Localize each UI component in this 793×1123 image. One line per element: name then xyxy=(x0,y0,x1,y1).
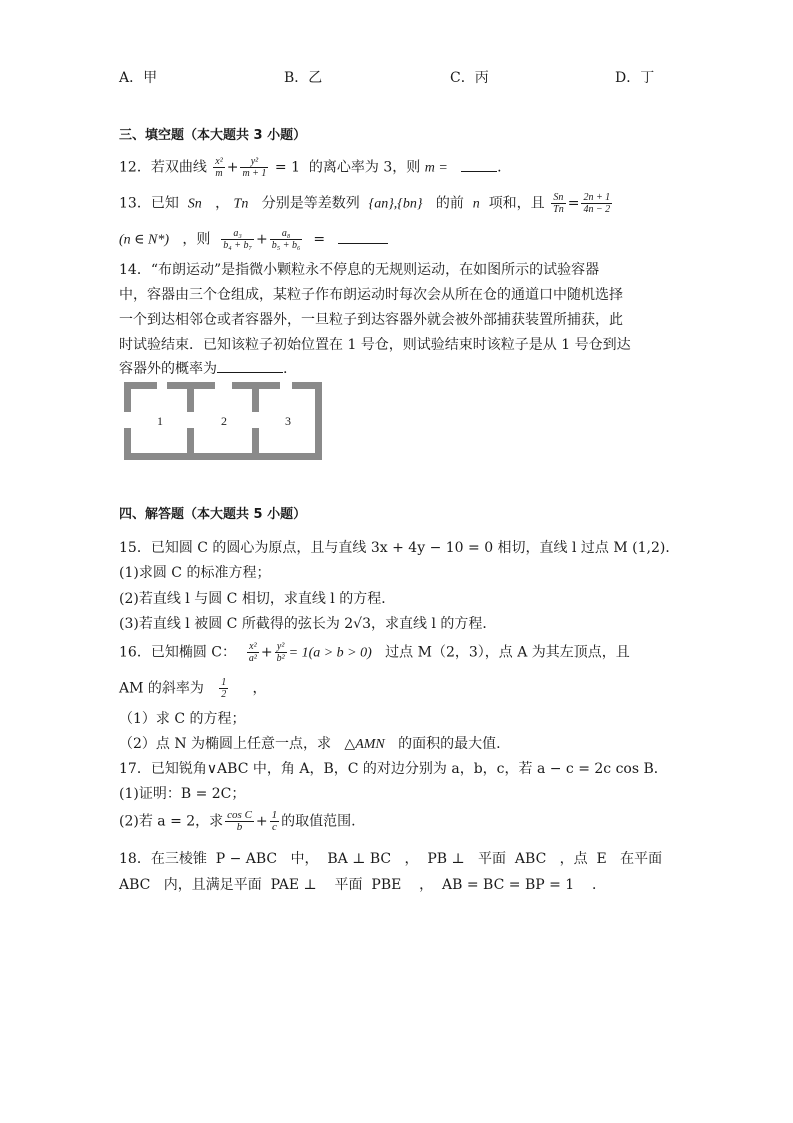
q13-n: n xyxy=(472,196,480,212)
q13-ratio-num: Sn xyxy=(551,192,566,204)
option-c: C．丙 xyxy=(450,70,489,86)
q16-frac-y xyxy=(275,641,287,664)
q14-line3: 一个到达相邻仓或者容器外，一旦粒子到达容器外就会被外部捕获装置所捕获，此 xyxy=(119,312,623,328)
container-wall-divider-1-upper xyxy=(187,382,194,412)
q13-prefix: 13．已知 xyxy=(119,195,179,212)
q15-part2: (2)若直线 l 与圆 C 相切，求直线 l 的方程． xyxy=(119,591,396,607)
q13-a-den: b₄ + b₇ xyxy=(223,240,252,251)
q16-rest: = 1(a > b > 0) xyxy=(288,645,372,661)
q13-ratio-den: Tn xyxy=(553,204,564,215)
chamber-label-1: 1 xyxy=(157,414,163,428)
q13-seqs: {an},{bn} xyxy=(368,196,423,212)
q17-part2-post: 的取值范围. xyxy=(281,813,356,830)
q13-frac-a3 xyxy=(221,228,254,251)
q17-frac-c xyxy=(270,810,280,833)
q17-part2 xyxy=(119,810,356,833)
option-d: D．丁 xyxy=(615,70,655,86)
q16-prefix: 16．已知椭圆 C： xyxy=(119,644,236,661)
q16-frac-x xyxy=(247,641,259,664)
q15-part1: (1)求圆 C 的标准方程； xyxy=(119,565,271,581)
q17-line1: 17．已知锐角∨ABC 中，角 A，B，C 的对边分别为 a，b，c，若 a − c = 2c cos B． xyxy=(119,761,668,777)
q15-part3: (3)若直线 l 被圆 C 所截得的弦长为 2√3，求直线 l 的方程． xyxy=(119,616,497,632)
q14-line2: 中，容器由三个仓组成，某粒子作布朗运动时每次会从所在仓的通道口中随机选择 xyxy=(119,287,623,303)
q13-b-den: b₅ + b₆ xyxy=(271,240,301,251)
container-wall-divider-1-lower xyxy=(187,428,194,460)
q13-answer-blank xyxy=(338,231,388,244)
q16-triangle: △AMN xyxy=(344,737,385,752)
q14-line5-post: . xyxy=(283,361,288,377)
q12-f2-den: m + 1 xyxy=(242,168,267,179)
q16-f1-den: a² xyxy=(248,653,257,664)
q12-fraction-y xyxy=(240,156,268,179)
q16-part2-pre: （2）点 N 为椭圆上任意一点，求 xyxy=(119,736,332,752)
q17-f1-den: b xyxy=(236,821,243,833)
q13-tn: Tn xyxy=(233,196,249,212)
container-wall-divider-2-lower xyxy=(252,428,259,460)
q12-f2-num: y² xyxy=(240,156,268,168)
question-12 xyxy=(119,156,502,179)
q13-then: ，则 xyxy=(182,231,211,248)
q13-b-num: a₈ xyxy=(270,228,303,240)
q17-frac-cos xyxy=(225,810,254,833)
q12-prefix: 12．若双曲线 xyxy=(119,159,207,176)
q16-slope xyxy=(219,677,228,700)
q16-slope-num: 1 xyxy=(221,677,227,688)
q14-line1: 14．“布朗运动”是指微小颗粒永不停息的无规则运动，在如图所示的试验容器 xyxy=(119,262,600,278)
q17-f2-den: c xyxy=(271,821,277,833)
q13-text2: 的前 xyxy=(435,195,464,212)
question-16 xyxy=(119,641,630,664)
q16-tail: 过点 M（2，3），点 A 为其左顶点，且 xyxy=(385,644,630,661)
q17-f2-num: 1 xyxy=(271,809,278,821)
q16-line2-pre: AM 的斜率为 xyxy=(119,680,204,697)
q12-middle: 的离心率为 3，则 xyxy=(308,159,421,176)
q12-tail: . xyxy=(497,159,502,176)
q18-line2: ABC 内，且满足平面 PAE ⊥ 平面 PBE ， AB = BC = BP = 1 ． xyxy=(119,877,606,893)
q13-ratio2-num: 2n + 1 xyxy=(583,192,611,203)
section-4-heading: 四、解答题（本大题共 5 小题） xyxy=(119,507,307,522)
q13-text3: 项和，且 xyxy=(488,195,545,212)
brownian-container-figure xyxy=(122,380,324,462)
q17-part2-pre: (2)若 a = 2，求 xyxy=(119,813,224,830)
q14-line5 xyxy=(119,358,287,378)
q13-sn: Sn xyxy=(187,196,202,212)
q16-f1-num: x² xyxy=(247,641,259,653)
q13-ratio-eq: = xyxy=(567,195,580,212)
container-wall-divider-2-upper xyxy=(252,382,259,412)
container-wall-bottom xyxy=(124,453,322,460)
q12-m-eq: m = xyxy=(424,160,448,176)
q16-line2-post: ， xyxy=(252,680,267,697)
q12-equals-one: = 1 xyxy=(274,159,300,176)
q13-eq: = xyxy=(313,231,326,248)
q18-line1: 18．在三棱锥 P − ABC 中， BA ⊥ BC ， PB ⊥ 平面 ABC ，点 E 在平面 xyxy=(119,851,663,867)
q13-ratio-s-t xyxy=(551,192,566,215)
q17-f1-num: cos C xyxy=(227,809,252,821)
container-wall-left-lower xyxy=(124,428,131,460)
q16-f2-den: b² xyxy=(276,653,285,664)
q17-part1: (1)证明：B = 2C； xyxy=(119,786,246,802)
q12-answer-blank xyxy=(461,159,497,172)
q13-frac-a8 xyxy=(270,228,303,251)
question-13-line2 xyxy=(119,228,388,251)
q16-plus: + xyxy=(260,644,273,661)
q13-condition: (n ∈ N*) xyxy=(119,232,170,248)
q14-line4: 时试验结束．已知该粒子初始位置在 1 号仓，则试验结束时该粒子是从 1 号仓到达 xyxy=(119,337,631,353)
q13-ratio-value xyxy=(581,192,612,215)
container-wall-left-upper xyxy=(124,382,131,412)
option-a: A．甲 xyxy=(119,70,158,86)
question-13 xyxy=(119,192,614,215)
q12-plus: + xyxy=(226,159,239,176)
q13-comma: ， xyxy=(215,195,230,212)
q16-part1: （1）求 C 的方程； xyxy=(119,711,246,727)
q14-answer-blank xyxy=(217,360,283,373)
q12-f1-den: m xyxy=(215,168,223,179)
q16-f2-num: y² xyxy=(275,641,287,653)
container-wall-right xyxy=(315,382,322,460)
q13-text1: 分别是等差数列 xyxy=(261,195,360,212)
option-b: B．乙 xyxy=(284,70,323,86)
q15-line1: 15．已知圆 C 的圆心为原点，且与直线 3x + 4y − 10 = 0 相切，直线 l 过点 M (1,2)． xyxy=(119,540,680,556)
q12-fraction-x xyxy=(213,156,224,179)
q13-a-num: a₃ xyxy=(221,228,254,240)
section-3-heading: 三、填空题（本大题共 3 小题） xyxy=(119,128,307,143)
q17-plus: + xyxy=(255,813,268,830)
q12-f1-num: x² xyxy=(215,156,223,167)
q16-part2-post: 的面积的最大值. xyxy=(398,736,501,752)
chamber-label-2: 2 xyxy=(221,414,227,428)
q13-ratio2-den: 4n − 2 xyxy=(583,204,611,215)
q16-slope-den: 2 xyxy=(221,689,227,700)
q16-part2 xyxy=(119,733,501,753)
question-16-line2 xyxy=(119,677,267,700)
q14-line5-pre: 容器外的概率为 xyxy=(119,361,217,377)
q13-plus: + xyxy=(256,231,268,248)
chamber-label-3: 3 xyxy=(285,414,291,428)
